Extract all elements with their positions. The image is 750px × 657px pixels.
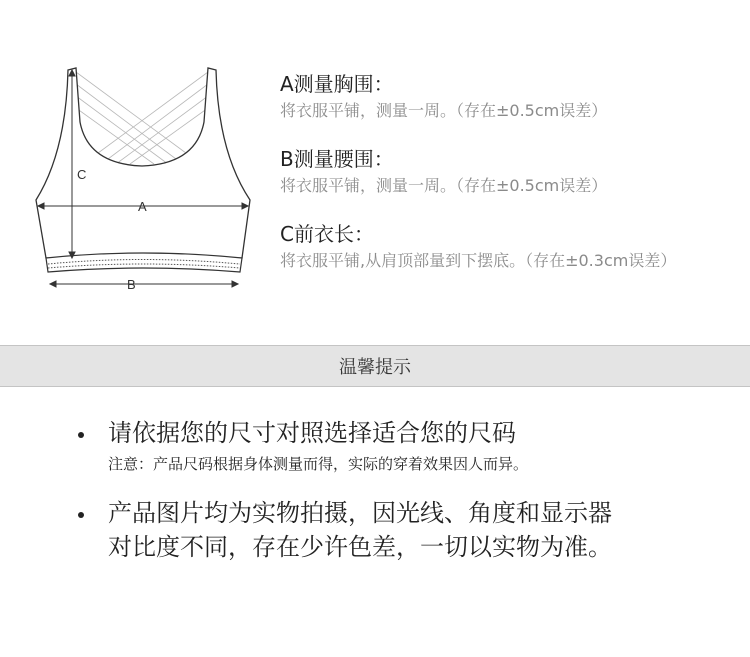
tips-list	[78, 416, 738, 564]
measurement-title: C前衣长：	[280, 222, 374, 246]
tip-main-text: 请依据您的尺寸对照选择适合您的尺码	[108, 419, 516, 447]
bullet-icon	[78, 512, 84, 518]
measurement-b	[280, 145, 745, 220]
label-c: C	[77, 167, 87, 182]
bullet-icon	[78, 432, 84, 438]
measurement-desc: 将衣服平铺，测量一周。（存在±0.5cm误差）	[280, 101, 608, 120]
label-b: B	[127, 277, 136, 292]
arrow-b	[50, 281, 238, 287]
tip-main-text: 产品图片均为实物拍摄，因光线、角度和显示器	[108, 499, 612, 527]
measurement-title: B测量腰围：	[280, 147, 394, 171]
garment-diagram	[30, 62, 258, 296]
hem-band	[46, 253, 242, 272]
tip-main-text-line2: 对比度不同，存在少许色差，一切以实物为准。	[108, 533, 612, 561]
measurement-list	[280, 70, 745, 295]
sports-bra-outline-icon	[30, 62, 258, 296]
tip-note-text: 注意：产品尺码根据身体测量而得，实际的穿着效果因人而异。	[108, 455, 529, 473]
measurement-desc: 将衣服平铺,从肩顶部量到下摆底。（存在±0.3cm误差）	[280, 251, 677, 270]
tips-banner	[0, 345, 750, 387]
label-a: A	[138, 199, 147, 214]
banner-title: 温馨提示	[339, 357, 411, 378]
garment-body	[36, 68, 250, 258]
tip-item	[78, 416, 738, 478]
measurement-desc: 将衣服平铺，测量一周。（存在±0.5cm误差）	[280, 176, 608, 195]
tip-item	[78, 496, 738, 564]
measurement-title: A测量胸围：	[280, 72, 394, 96]
measurement-c	[280, 220, 745, 295]
measurement-a	[280, 70, 745, 145]
